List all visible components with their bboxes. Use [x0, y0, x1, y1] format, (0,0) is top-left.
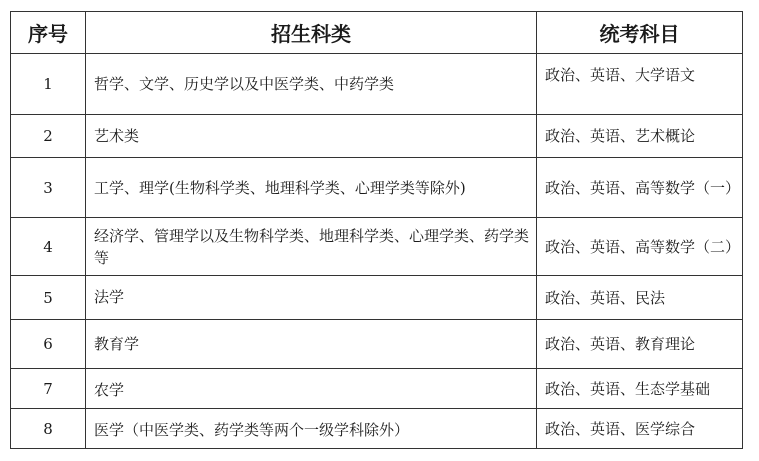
- row-subjects: 政治、英语、医学综合: [537, 409, 743, 449]
- row-category: 教育学: [86, 320, 537, 369]
- row-subjects: 政治、英语、民法: [537, 276, 743, 320]
- table-row: [11, 115, 743, 158]
- row-subjects: 政治、英语、高等数学（二）: [537, 218, 743, 276]
- row-subjects: 政治、英语、大学语文: [537, 54, 743, 115]
- row-index: 3: [11, 158, 86, 218]
- row-index: 8: [11, 409, 86, 449]
- table-row: [11, 409, 743, 449]
- table-row: [11, 369, 743, 409]
- table-row: [11, 218, 743, 276]
- row-subjects: 政治、英语、教育理论: [537, 320, 743, 369]
- row-index: 2: [11, 115, 86, 158]
- header-category: 招生科类: [86, 12, 537, 54]
- row-subjects: 政治、英语、艺术概论: [537, 115, 743, 158]
- table-row: [11, 276, 743, 320]
- table-header-row: [11, 12, 743, 54]
- header-subjects: 统考科目: [537, 12, 743, 54]
- header-index: 序号: [11, 12, 86, 54]
- row-index: 4: [11, 218, 86, 276]
- table-row: [11, 54, 743, 115]
- row-index: 1: [11, 54, 86, 115]
- table-row: [11, 158, 743, 218]
- row-index: 5: [11, 276, 86, 320]
- exam-subjects-sheet: [10, 11, 742, 449]
- row-subjects: 政治、英语、高等数学（一）: [537, 158, 743, 218]
- row-category: 哲学、文学、历史学以及中医学类、中药学类: [86, 54, 537, 115]
- exam-subjects-table: [10, 11, 743, 449]
- row-subjects: 政治、英语、生态学基础: [537, 369, 743, 409]
- row-category: 艺术类: [86, 115, 537, 158]
- row-category: 医学（中医学类、药学类等两个一级学科除外）: [86, 409, 537, 449]
- row-index: 7: [11, 369, 86, 409]
- table-row: [11, 320, 743, 369]
- row-index: 6: [11, 320, 86, 369]
- row-category: 农学: [86, 369, 537, 409]
- row-category: 经济学、管理学以及生物科学类、地理科学类、心理学类、药学类等: [86, 218, 537, 276]
- row-category: 法学: [86, 276, 537, 320]
- row-category: 工学、理学(生物科学类、地理科学类、心理学类等除外): [86, 158, 537, 218]
